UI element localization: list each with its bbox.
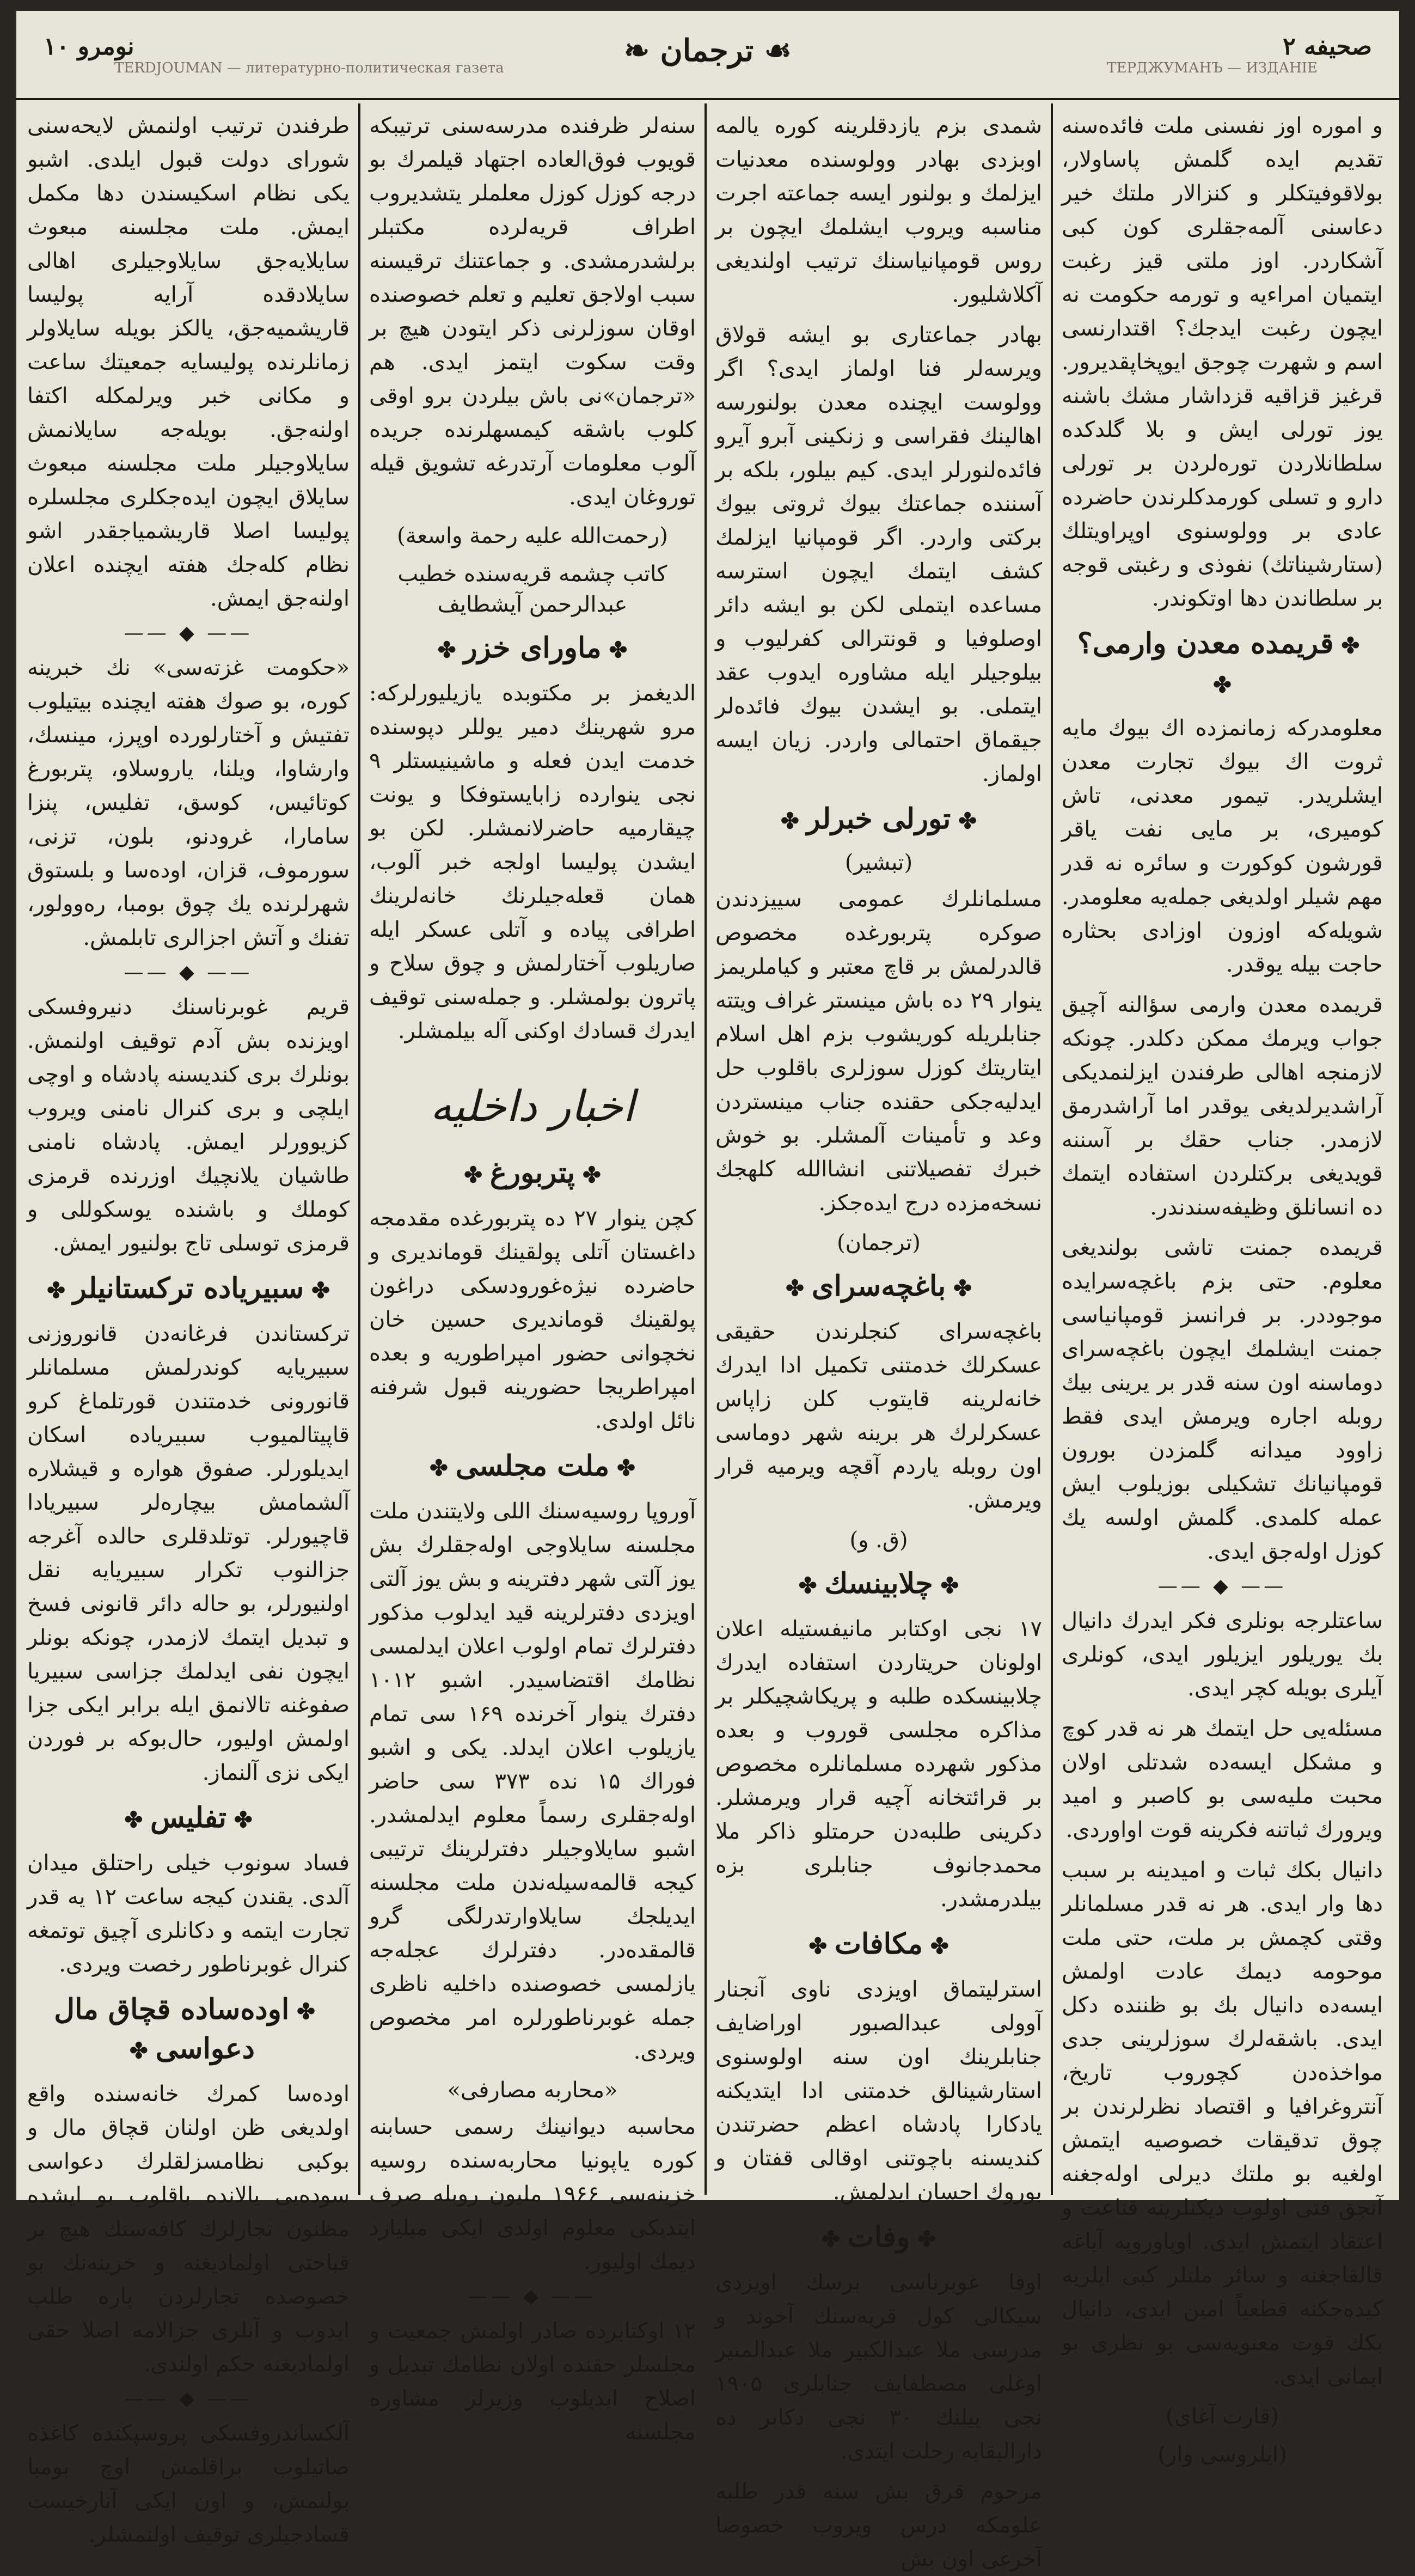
ornament-icon: ✤ (234, 1807, 253, 1833)
paragraph: قریمده جمنت تاشی بولندیغی معلوم. حتی بزم باغچه‌سرایده موجوددر. بر فرانسز قومپانیاسی جمنت ایشلمك ایچون باغچه‌سرای دوماسنه اون سنه قدر بر یرینی بیك روبله اجاره ویرمش ایدی فقط زاوود میدانه گلمزدن بورون قومپانیانك تشکیلی بوزیلوب ایش عمله کلمدی. گلمش اولسه یك کوزل اوله‌جق ایدی. (1062, 1235, 1383, 1564)
ornament-icon: ✤ (953, 1275, 972, 1301)
column-3 (369, 109, 696, 2445)
separator-icon: —— ◆ —— (1157, 1575, 1287, 1597)
ornament-icon: ✤ (583, 1162, 601, 1188)
paragraph: استرلیتماق اویزدی ناوی آنجنار آوولی عبدالصبور اوراضایف جنابلرینك اون سنه اولوسنوی استارشینالق خدمتنی ادا ایتدیکنه یادکارا پادشاه اعظم حضرتندن کندیسنه باچوتنی اوقالی قفتان و بوروك احسان ایدلمش. (715, 1977, 1042, 2205)
heading-crimea-minerals (1062, 625, 1383, 704)
page-number: صحیفه ۲ (1283, 33, 1372, 60)
paragraph: و اموره اوز نفسنی ملت فائده‌سنه تقدیم ایده‌ گلمش پاساولار، بولاقوفیتکلر و کنزالار ملتك خیر دعاسنی آلمه‌جقلری کون کبی آشکاردر. اوز ملتی قیز رغبت ایتمیان امراءیه و تورمه حکومت نه ایچون رغبت ایدجك؟ اقتدارنسی اسم و شهرت چوجق ایوپخاپقدیرور. قرغیز قزاقیه قزداشار مشك باشنه یوز تورلی ایش و بلا گلدکده سلطانلاردن توره‌لردن بر تورلی دارو و تسلی کورمدکلرندن حاضرده عادی بر وولوسنوی اوپراویتلك (ستارشیناتك) نفوذی و رغبتی قوجه بر سلطاندن دها اوتکوندر. (1062, 113, 1383, 611)
heading-text: چلابینسك (824, 1567, 933, 1600)
ornament-icon: ✤ (124, 1807, 143, 1833)
subheading: «محاربه مصارفی» (447, 2078, 618, 2103)
separator-icon: —— ◆ —— (124, 2388, 253, 2410)
faded-banner-left: TERDJOUMAN — литературно-политическая газета (114, 60, 504, 76)
ornament-icon: ✤ (297, 1999, 315, 2024)
paragraph: کچن ینوار ۲۷ ده پتربورغده مقدمجه داغستان آتلی پولقینك قوماندیری و حاضرده نیژه‌غورودسکی دراغون پولقینك قوماندیری حسین خان نخچوانی حضور امپراطوریه و بعده امپراطریجا حضورینه قبول شرفنه نائل اولدی. (369, 1206, 696, 1433)
ornament-icon: ✤ (786, 1275, 804, 1301)
heading-various-news (715, 801, 1042, 840)
paragraph: بهادر جماعتاری بو ایشه قولاق ویرسه‌لر فنا اولماز ایدی؟ اگر وولوست ایچنده معدن بولنورسه اهالینك فقراسی و زنکینی آبرو آیرو فائده‌لنورلر ایدی. کیم بیلور، بلکه بر آسننده جماعتك بیوك ثروتی بیوك برکتی واردر. اگر قومپانیا ایزلمك کشف ایتمك ایچون استرسه مساعده ایتملی لکن بو ایشه دائر اوصلوفیا و قونترالی کفرلیوب و بیلوجیلر ایله مشاوره ایدوب عقد ایتملی. بو ایشدن بیوك فائده‌لر جیقماق احتمالی واردر. زیان ایسه اولماز. (715, 322, 1042, 786)
paragraph: ساعتلرجه بونلری فکر ایدرك دانیال بك یوریلور ایزیلور ایدی، کونلری آیلری بویله کچر ایدی. (1062, 1608, 1383, 1701)
heading-text: سبیریاده ترکستانیلر (72, 1272, 304, 1305)
column-rule (358, 103, 360, 2195)
ornament-icon: ✤ (437, 637, 456, 663)
masthead (16, 11, 1399, 100)
ornament-icon: ✤ (781, 808, 799, 834)
heading-reward (715, 1926, 1042, 1965)
paragraph: ۱۷ نجی اوکتابر مانیفستیله اعلان اولونان حریتاردن استفاده ایدرك چلابینسکده طلبه و پریکاشچیکلر بر مذاکره مجلسی قوروب و بعده مذکور شهرده مسلمانلره مخصوص بر قرائتخانه آچیه قرار ویرمشلر. دکرینی طلبه‌دن حرمتلو ذاکر ملا محمدجانوف جنابلری بزه بیلدرمشدر. (715, 1616, 1042, 1912)
paragraph: سنه‌لر ظرفنده مدرسه‌سنی ترتیبکه قویوب فوق‌العاده اجتهاد قیلمرك بو درجه کوزل کوزل معلملر یتشدیروب اطراف قریه‌لرده مکتبلر برلشدرمشدی. و جماعتنك ترقیسنه سبب اولاجق تعلیم و تعلم خصوصنده اوقان سوزلرنی ذکر ایتودن هیچ بر وقت سکوت ایتمز ایدی. هم «ترجمان»نی باش بیلردن برو اوقی کلوب باشقه کیمسهلرنده جریده آلوب معلومات آرتدرغه تشویق قیله توروغان ایدی. (369, 113, 696, 510)
paragraph: ترکستاندن فرغانه‌دن قانوروزنی سبیریایه کوندرلمش مسلمانلر قانورونی خدمتندن قورتلماغ کرو قاپیتالمیوب سبیریاده اسکان ایدیلورلر. صفوق هواره و قیشلاره آلشمامش بیچاره‌لر سبیریادا قاچیورلر. توتلدقلری حالده آغرجه جزالنوب تکرار سبیریایه نقل اولنیورلر، بو حاله دائر قانونی فسخ و تبدیل ایتمك لازمدر، چونکه بونلر ایچون نفی ایدلمك جزاسی سبیریا صفوغنه تالانمق ایله برابر ایکی جزا اولمش اولیور، حال‌بوکه بر فوردن ایکی نزی آلنماز. (27, 1321, 350, 1785)
paragraph: قریمده معدن وارمی سؤالنه آچیق جواب ویرمك ممکن دکلدر. چونکه لازمنجه اهالی طرفندن ایزلنمدیکی آراشدیرلدیغی یوقدر اما آراشدرمق لازمدر. جناب حقك بر آسننه قویدیغی برکتلردن استفاده ایتمك ده انسانلق وظیفه‌سندندر. (1062, 992, 1383, 1220)
signature: (ترجمان) (837, 1230, 921, 1255)
faded-banner-right: ТЕРДЖУМАНЪ — ИЗДАНІЕ (1107, 60, 1318, 76)
heading-text: تورلی خبرلر (806, 802, 951, 835)
paragraph: معلومدرکه زمانمزده اك بیوك مایه ثروت اك بیوك تجارت معدن ایشلریدر. تیمور معدنی، تاش کومیری، بر مایی نفت یاقر قورشون کوکورت و سائره نه قدر مهم شیلر اولدیغی جمله‌یه معلومدر. شویله‌که اوزون اوزادی بحثاره حاجت بیله یوقدر. (1062, 716, 1383, 977)
heading-petersburg (369, 1155, 696, 1194)
heading-text: ماورای خزر (463, 631, 602, 664)
title-text: ترجمان (660, 33, 754, 69)
continued-note: (ایلروسی وار) (1157, 2442, 1287, 2467)
ornament-icon: ✤ (130, 2038, 148, 2064)
ornament-icon: ✤ (609, 637, 628, 663)
separator-icon: —— ◆ —— (124, 961, 253, 984)
paragraph: «حکومت غزته‌سی» نك خبرینه کوره، بو صوك هفته ایچنده بیتیلوب تفتیش و آختارلورده اوپرز، مینسك، وارشاوا، ویلنا، یاروسلاو، پتربورغ کوتائیس، کوسق، تفلیس، پنزا سامارا، غرودنو، بلون، تزنی، سورموف، قزان، اوده‌سا و بلستوق شهرلرنده یك چوق بومبا، ره‌وولور، تفنك و آتش اجزالری تابلمش. (27, 655, 350, 950)
column-1 (1062, 109, 1383, 2467)
heading-bakhchisaray (715, 1268, 1042, 1307)
heading-chelyabinsk (715, 1565, 1042, 1604)
heading-turkestanis-in-siberia (27, 1270, 350, 1309)
subheading: (رحمت‌الله علیه رحمة واسعة) (397, 523, 668, 548)
ornament-icon: ✤ (1341, 633, 1360, 658)
paragraph: مسلمانلرك عمومی سییزدندن صوکره پتربورغده مخصوص قالدرلمش بر قاچ معتبر و کیاملریمز ینوار ۲۹ ده باش مینستر غراف ویتته جنابلریله کوریشوب بزم اهل اسلام ایتاریتك کوزل سوزلری باقلوب حل ایدلیه‌جکی حقنده جناب مینستردن وعد و تأمینات آلمشلر. بو خوش خبرك تفصیلاتنی انشاالله کلهجك نسخه‌مزده درج ایده‌جکز. (715, 887, 1042, 1216)
ornament-icon: ✤ (1213, 672, 1232, 698)
ornament-icon: ✤ (808, 1933, 827, 1959)
heading-text: اوده‌ساده قچاق مال دعواسی (54, 1993, 290, 2065)
ornament-icon: ✤ (430, 1455, 448, 1481)
heading-tiflis (27, 1799, 350, 1839)
separator-icon: —— ◆ —— (468, 2285, 597, 2308)
paragraph: مرحوم قرق بش سنه قدر طلبه علومکه درس ویروب خصوصا آخرغی اون بش (715, 2479, 1042, 2572)
separator-icon: —— ◆ —— (124, 622, 253, 644)
heading-text: پتربورغ (489, 1156, 575, 1189)
ornament-icon: ✤ (958, 808, 977, 834)
signature: (ق. و) (849, 1528, 908, 1553)
issue-number: نومرو ۱۰ (44, 33, 134, 60)
paragraph: آوروپا روسیه‌سنك اللی ولایتندن ملت مجلسنه سایلاوجی اوله‌جقلرك بش یوز آلتی شهر دفترینه و بش یوز آلتی اویزدی دفترلرینه قید ایدلوب مذکور دفترلرك تمام اولوب اعلان ایدلمسی نظامك اقتضاسیدر. اشبو ۱۰۱۲ دفترك ینوار آخرنده ۱۶۹ سی تمام یازیلوب اعلان ایدلد. یکی و اشبو فوراك ۱۵ نده ۳۷۳ سی حاضر اوله‌جقلری رسماً معلوم ایدلمشدر. اشبو سایلاوجیلر دفترلرینك ترتیبی کیجه قالمه‌سیله‌ندن ملت مجلسنه ایدیلجك سایلاوارتدرلگی گرو قالمقده‌در. دفترلرك عجله‌جه یازلمسی خصوصنده داخلیه ناظری جمله غوبرناطورلره امر مخصوص ویردی. (369, 1499, 696, 2064)
heading-text: وفات (847, 2220, 910, 2254)
column-rule (705, 103, 707, 2195)
ornament-icon: ✤ (822, 2226, 840, 2252)
heading-text: قریمده معدن وارمی؟ (1077, 627, 1334, 660)
ornament-left-icon: ❧ (624, 33, 650, 69)
ornament-icon: ✤ (311, 1278, 330, 1303)
signature: (قارت آغای) (1166, 2404, 1279, 2429)
ornament-icon: ✤ (917, 2226, 936, 2252)
paragraph: اوده‌سا کمرك خانه‌سنده واقع اولدیغی ظن اولنان قچاق مال و بوکبی نظامسزلقلرك دعواسی سوده‌یی یالانده باقلوب بو ایشده مظنون تجارلرك کافه‌سنك هیچ بر قباحتی اولمادیغنه و خزینه‌نك بو خصوصده تجارلردن پاره طلب ایدوب و آنلری جزالامه اصلا حقی اولمادیغنه حکم اولندی. (27, 2081, 350, 2377)
paragraph: محاسبه دیوانینك رسمی حسابنه کوره یاپونیا محاربه‌سنده روسیه خزینه‌سی ۱۹۶۶ ملیون روبله صرف ایتدیکی معلوم اولدی ایکی میلیارد دیمك اولیور. (369, 2114, 696, 2274)
heading-text: تفلیس (150, 1801, 226, 1834)
heading-text: مکافات (834, 1927, 923, 1961)
ornament-right-icon: ☙ (764, 33, 792, 69)
ornament-icon: ✤ (940, 1573, 959, 1598)
heading-transcaspia (369, 630, 696, 669)
paragraph: ۱۲ اوکتابرده صادر اولمش جمعیت و مجلسلر حقنده اولان نظامك تبدیل و اصلاح ایدیلوب وزیرلر مشاوره مجلسنه (369, 2318, 696, 2445)
paragraph: باغچه‌سرای کنجلرندن حقیقی عسکرلك خدمتنی تکمیل ادا ایدرك خانه‌لرینه قایتوب کلن زاپاس عسکرلرك هر برینه شهر دوماسی اون روبله یاردم آقچه ویرمیه قرار ویرمش. (715, 1319, 1042, 1513)
paragraph: مسئله‌یی حل ایتمك هر نه قدر کوچ و مشکل ایسه‌ده شدتلی اولان محبت ملیه‌سی بو کاصبر و امید ویرورك ثباتنه فکرینه قوت اواوردی. (1062, 1716, 1383, 1842)
ornament-icon: ✤ (798, 1573, 817, 1598)
paragraph: قریم غوبرناسنك دنیروفسکی اویزنده بش آدم توقیف اولنمش. بونلرك بری کندیسنه پادشاه و اوچی ایلچی و بری کنرال نامنی ویروب کزیوورلر ایمش. پادشاه نامنی طاشیان یلانچیك اوزرنده قرمزی کوملك و باشنده یوسکوللی و قرمزی توسلی تاج بولنیور ایمش. (27, 994, 350, 1256)
column-4 (27, 109, 350, 2547)
column-2 (715, 109, 1043, 2572)
heading-death (715, 2219, 1042, 2258)
subheading: (تبشیر) (844, 850, 913, 875)
paragraph: اوفا غوبرناسی برسك اویزدی سیکالی کول قریه‌سنك آخوند و مدرسی ملا عبدالکبیر ملا عبدالمنیر اوغلی مصطفایف جنابلری ۱۹۰۵ نجی ییلنك ۳۰ نجی دکابر ده دارالبقایه رحلت ایتدی. (715, 2270, 1043, 2464)
section-title-internal-news: اخبار داخلیه (430, 1082, 635, 1131)
heading-odessa-contraband (27, 1991, 350, 2070)
paragraph: دانیال بکك ثبات و امیدینه بر سبب دها وار ایدی. هر نه قدر مسلمانلر وقتی کچمش بر ملت، حتی ملت موحومه دیمك عادت اولمش ایسه‌ده دانیال بك بو ظننده دکل ایدی. باشقه‌لرك سوزلرینی جدی مواخذه‌دن کچوروب تاریخ، آنتروغرافیا و اقتصاد نظرلرندن بر چوق تدقیقات خصوصیه ایتمش اولغیه بو ملتك دیرلی اوله‌جغنه آنجق فتی اولوب دیکنلرینه قناعت و اعتقاد ایتمش ایدی. اوپاوروپه آیاغه قالقاجغنه و سائر ملتلر کبی ایلریه کیده‌جکنه قطعیاً امین ایدی، دانیال بکك قوت معنویه‌سی بو نظری بو ایمانی ایدی. (1062, 1858, 1383, 2389)
heading-text: باغچه‌سرای (811, 1269, 946, 1303)
ornament-icon: ✤ (464, 1162, 482, 1188)
newspaper-page (16, 11, 1399, 2572)
paragraph: فساد سونوب خیلی راحتلق میدان آلدی. یقندن کیجه ساعت ۱۲ یه قدر تجارت ایتمه و دکانلری آچیق توتمغه کنرال غوبرناطور رخصت ویردی. (27, 1851, 350, 1977)
paragraph: آلکساندروفسکی پروسپکتده کاغذه صاتیلوب براقلمش اوچ بومبا بولنمش، و اون ایکی آنارخیست قسادجیلری توقیف اولنمشلر. (27, 2421, 350, 2547)
column-rule (1051, 103, 1053, 2195)
heading-national-assembly (369, 1448, 696, 1487)
paragraph: الدیغمز بر مکتوبده یازیلیورلرکه: مرو شهرینك دمیر یوللر دپوسنده خدمت ایدن فعله و ماشینیستلر ۹ نجی ینوارده زابایستوفکا و یونت چیقارمیه حاضرلانمشلر. لکن بو ایشدن پولیسا اولجه خبر آلوب، همان قعله‌جیلرنك خانه‌لرینك اطرافی پیاده و آتلی عسکر ایله صاریلوب آختارلمش و چوق سلاح و پاترون بولمشلر. و جمله‌سنی توقیف ایدرك قسادك اوکنی آله بیلمشلر. (369, 681, 696, 1043)
ornament-icon: ✤ (617, 1455, 635, 1481)
heading-text: ملت مجلسی (455, 1449, 610, 1482)
ornament-icon: ✤ (47, 1278, 65, 1303)
paragraph: شمدی بزم یازدقلرینه کوره یالمه اوبزدی بهادر وولوسنده معدنیات ایزلمك و بولنور ایسه جماعته اجرت مناسبه ویروب ایشلمك ایچون بر روس قومپانیاسنك ترتیب اولندیغی آکلاشلیور. (715, 113, 1042, 307)
ornament-icon: ✤ (930, 1933, 949, 1959)
paragraph: طرفندن ترتیب اولنمش لایحه‌سنی شورای دولت قبول ایلدی. اشبو یکی نظام اسکیسندن دها مکمل ایمش. ملت مجلسنه مبعوث سایلایه‌جق سایلاوجیلری اهالی سایلادقده آرایه پولیسا قاریشمیه‌جق، یالکز بویله سایلاولر زمانلرنده پولیسایه جمعیتك ساعت و مکانی خبر ویرلمکله اکتفا اولنه‌جق. بویله‌جه سایلانمش سایلاوجیلر ملت مجلسنه مبعوث سایلاق ایچون ایده‌جکلری مجلسلره پولیسا اصلا قاریشمیاجقدر اشو نظام کله‌جك هفته ایچنده اعلان اولنه‌جق ایمش. (27, 113, 350, 611)
signature: کاتب چشمه قریه‌سنده خطیب عبدالرحمن آیشطایف (397, 561, 667, 617)
